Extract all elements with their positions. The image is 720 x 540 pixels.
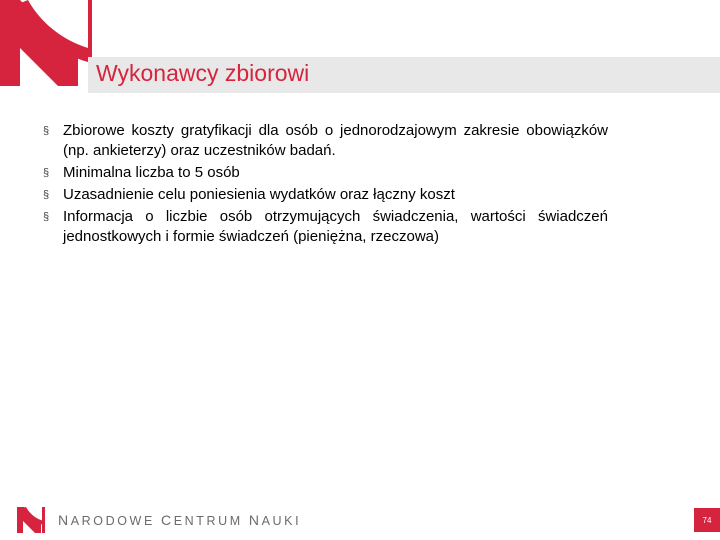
ncn-logo-icon [0,0,92,86]
footer-word-cap: N [248,512,262,528]
bullet-marker: § [43,211,50,223]
bullet-text: Uzasadnienie celu poniesienia wydatków oraz łączny koszt [63,186,455,203]
footer-word-rest: ARODOWE [70,514,155,528]
bullet-marker: § [43,125,50,137]
ncn-logo-icon [17,507,45,533]
bullet-text: Zbiorowe koszty gratyfikacji dla osób o jednorodzajowym zakresie obowiązków (np. ankieterzy) oraz uczestników badań. [63,122,608,159]
list-item [43,163,608,183]
page-number: 74 [702,515,712,525]
list-item [43,185,608,205]
list-item [43,121,608,161]
page-number-badge [694,508,720,532]
bullet-marker: § [43,189,50,201]
footer-org-name [58,512,301,528]
footer-word-cap: C [160,512,174,528]
bullet-marker: § [43,167,50,179]
page-title: Wykonawcy zbiorowi [96,60,310,86]
title-bar [88,57,720,93]
footer-word-rest: AUKI [261,514,302,528]
footer-word-rest: ENTRUM [173,514,243,528]
bullet-text: Informacja o liczbie osób otrzymujących świadczenia, wartości świadczeń jednostkowych i formie świadczeń (pieniężna, rzeczowa) [63,208,608,245]
footer-word-cap: N [58,512,71,528]
list-item [43,207,608,247]
bullet-list [43,121,608,249]
bullet-text: Minimalna liczba to 5 osób [63,164,240,181]
